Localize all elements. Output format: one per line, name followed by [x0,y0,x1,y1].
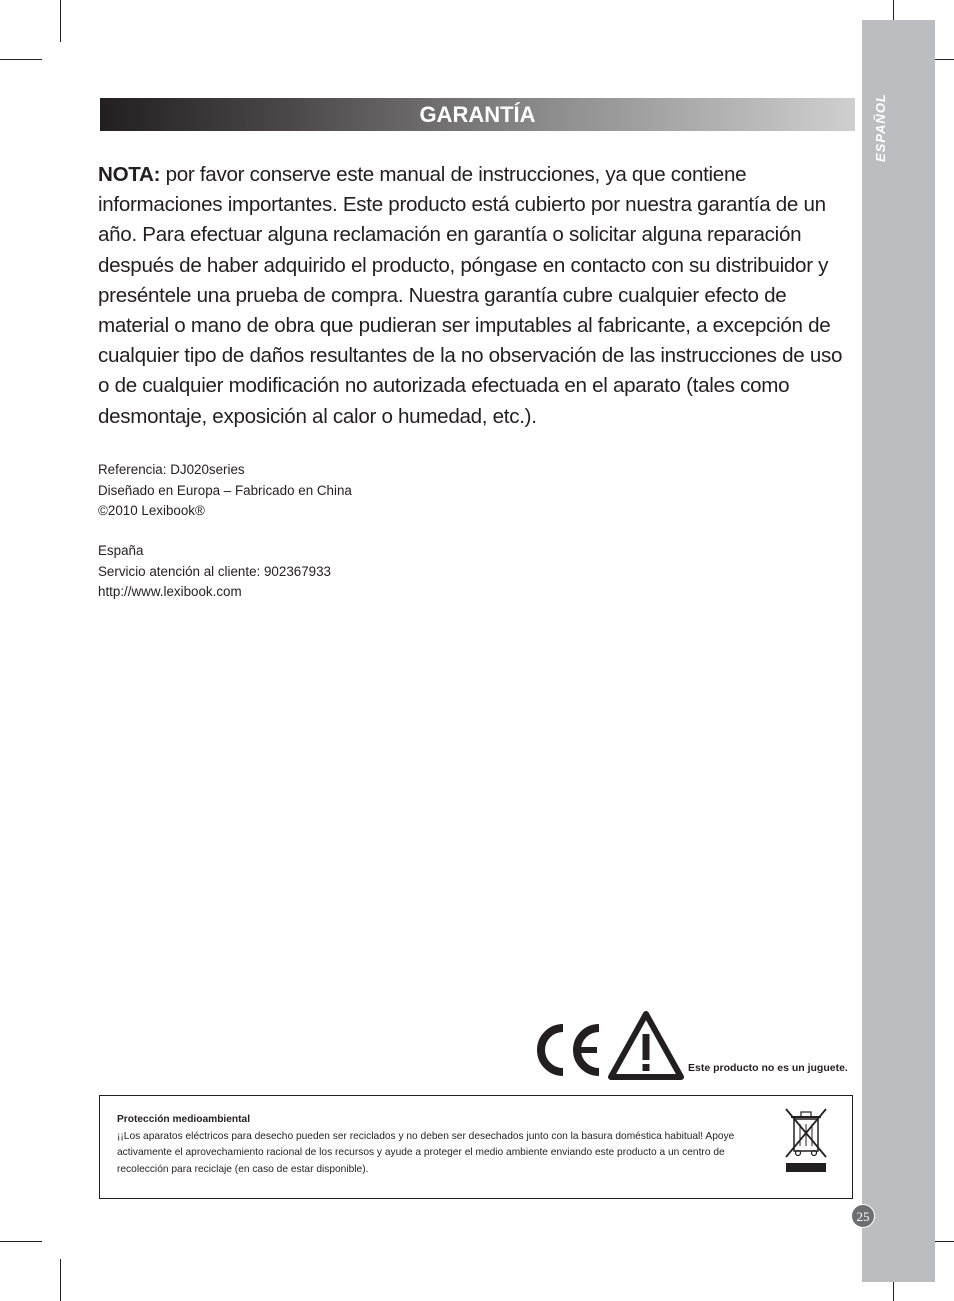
page-number-badge: 25 [851,1204,875,1228]
crop-mark [60,1259,61,1301]
contact-info [98,541,331,603]
ce-mark-icon [533,1022,603,1078]
country-line: España [98,543,144,558]
crossed-bin-icon [784,1107,828,1173]
page-title: GARANTÍA [419,102,536,127]
product-info [98,460,352,522]
warranty-note [98,160,858,432]
crop-mark [0,59,42,60]
origin-line: Diseñado en Europa – Fabricado en China [98,482,352,498]
environment-body: ¡¡Los aparatos eléctricos para desecho pueden ser reciclados y no deben ser desechados junto con la basura doméstica habitual! Apoye activamente el aprovechamiento racional de los recursos y ayude a proteger el medio ambiente enviando este producto a un centro de recolección para reciclaje (en caso de estar disponible). [117,1130,735,1175]
note-text: por favor conserve este manual de instrucciones, ya que contiene informaciones importantes. Este producto está cubierto por nuestra garantía de un año. Para efectuar alguna reclamación en garantía o solicitar alguna reparación después de haber adquirido el producto, póngase en contacto con su distribuidor y preséntele una prueba de compra. Nuestra garantía cubre cualquier efecto de material o mano de obra que pudieran ser imputables al fabricante, a excepción de cualquier tipo de daños resultantes de la no observación de las instrucciones de uso o de cualquier modificación no autorizada efectuada en el aparato (tales como desmontaje, exposición al calor o humedad, etc.). [98,163,843,428]
language-label: ESPAÑOL [873,93,888,162]
crop-mark [0,1241,42,1242]
environment-title: Protección medioambiental [117,1114,251,1125]
website-line: http://www.lexibook.com [98,584,242,599]
language-side-tab [862,20,935,1282]
environment-protection-box [99,1095,853,1199]
reference-line: Referencia: DJ020series [98,462,245,477]
environment-text-block [117,1112,757,1178]
crop-mark [60,0,61,42]
copyright-line: ©2010 Lexibook® [98,503,205,518]
customer-service-line: Servicio atención al cliente: 902367933 [98,563,332,579]
not-a-toy-note: Este producto no es un juguete. [688,1062,848,1074]
warning-triangle-icon [608,1010,684,1080]
section-title-bar [100,98,855,131]
note-label: NOTA: [98,163,161,186]
